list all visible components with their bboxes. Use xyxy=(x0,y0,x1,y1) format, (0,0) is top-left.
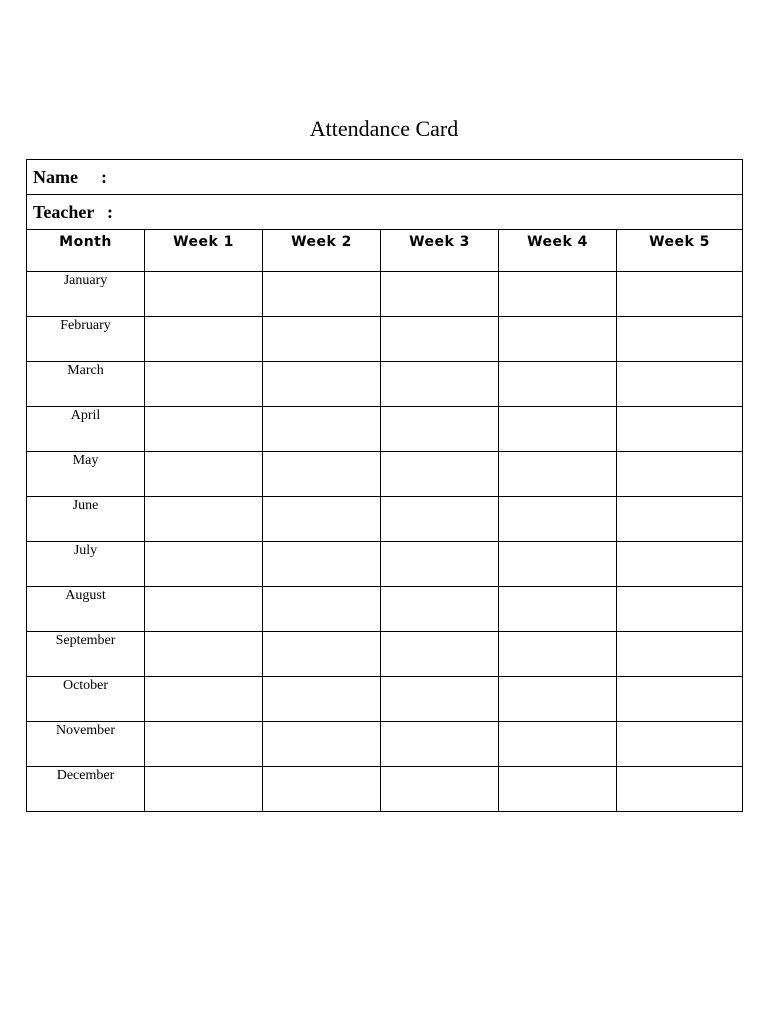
week-2-cell[interactable] xyxy=(263,317,381,362)
week-5-cell[interactable] xyxy=(617,452,743,497)
week-5-cell[interactable] xyxy=(617,407,743,452)
column-header-week-3: Week 3 xyxy=(381,230,499,272)
week-5-cell[interactable] xyxy=(617,497,743,542)
week-4-cell[interactable] xyxy=(499,722,617,767)
name-separator: : xyxy=(101,166,107,187)
month-cell: October xyxy=(27,677,145,722)
month-cell: May xyxy=(27,452,145,497)
month-rows xyxy=(27,272,743,812)
month-cell: September xyxy=(27,632,145,677)
month-cell: June xyxy=(27,497,145,542)
week-1-cell[interactable] xyxy=(145,587,263,632)
week-3-cell[interactable] xyxy=(381,272,499,317)
week-1-cell[interactable] xyxy=(145,542,263,587)
table-row xyxy=(27,632,743,677)
week-4-cell[interactable] xyxy=(499,632,617,677)
column-header-week-2: Week 2 xyxy=(263,230,381,272)
week-4-cell[interactable] xyxy=(499,587,617,632)
week-1-cell[interactable] xyxy=(145,317,263,362)
week-5-cell[interactable] xyxy=(617,677,743,722)
week-5-cell[interactable] xyxy=(617,362,743,407)
week-2-cell[interactable] xyxy=(263,722,381,767)
week-5-cell[interactable] xyxy=(617,272,743,317)
month-cell: December xyxy=(27,767,145,812)
week-1-cell[interactable] xyxy=(145,497,263,542)
name-row xyxy=(27,160,743,195)
week-2-cell[interactable] xyxy=(263,452,381,497)
week-4-cell[interactable] xyxy=(499,767,617,812)
attendance-table xyxy=(26,159,743,812)
column-header-week-4: Week 4 xyxy=(499,230,617,272)
week-3-cell[interactable] xyxy=(381,587,499,632)
column-header-month: Month xyxy=(27,230,145,272)
week-3-cell[interactable] xyxy=(381,362,499,407)
week-2-cell[interactable] xyxy=(263,407,381,452)
teacher-row xyxy=(27,195,743,230)
week-2-cell[interactable] xyxy=(263,677,381,722)
week-1-cell[interactable] xyxy=(145,362,263,407)
week-4-cell[interactable] xyxy=(499,272,617,317)
month-cell: July xyxy=(27,542,145,587)
week-4-cell[interactable] xyxy=(499,677,617,722)
week-2-cell[interactable] xyxy=(263,272,381,317)
week-3-cell[interactable] xyxy=(381,542,499,587)
month-cell: August xyxy=(27,587,145,632)
week-2-cell[interactable] xyxy=(263,542,381,587)
table-row xyxy=(27,542,743,587)
column-header-week-1: Week 1 xyxy=(145,230,263,272)
week-3-cell[interactable] xyxy=(381,722,499,767)
month-cell: April xyxy=(27,407,145,452)
week-3-cell[interactable] xyxy=(381,407,499,452)
column-header-week-5: Week 5 xyxy=(617,230,743,272)
teacher-separator: : xyxy=(107,201,113,222)
teacher-field[interactable] xyxy=(27,195,743,230)
week-5-cell[interactable] xyxy=(617,317,743,362)
header-row xyxy=(27,230,743,272)
week-1-cell[interactable] xyxy=(145,452,263,497)
month-cell: January xyxy=(27,272,145,317)
month-cell: February xyxy=(27,317,145,362)
week-5-cell[interactable] xyxy=(617,632,743,677)
table-row xyxy=(27,767,743,812)
teacher-label: Teacher xyxy=(33,201,95,222)
page-title: Attendance Card xyxy=(309,116,459,141)
name-field[interactable] xyxy=(27,160,743,195)
week-2-cell[interactable] xyxy=(263,632,381,677)
week-2-cell[interactable] xyxy=(263,362,381,407)
month-cell: March xyxy=(27,362,145,407)
week-3-cell[interactable] xyxy=(381,767,499,812)
month-cell: November xyxy=(27,722,145,767)
week-4-cell[interactable] xyxy=(499,407,617,452)
week-4-cell[interactable] xyxy=(499,542,617,587)
week-4-cell[interactable] xyxy=(499,362,617,407)
table-row xyxy=(27,317,743,362)
week-1-cell[interactable] xyxy=(145,632,263,677)
week-5-cell[interactable] xyxy=(617,722,743,767)
week-5-cell[interactable] xyxy=(617,542,743,587)
week-3-cell[interactable] xyxy=(381,452,499,497)
week-5-cell[interactable] xyxy=(617,587,743,632)
table-row xyxy=(27,587,743,632)
week-2-cell[interactable] xyxy=(263,497,381,542)
table-row xyxy=(27,452,743,497)
table-row xyxy=(27,722,743,767)
week-3-cell[interactable] xyxy=(381,677,499,722)
table-row xyxy=(27,497,743,542)
week-2-cell[interactable] xyxy=(263,587,381,632)
week-1-cell[interactable] xyxy=(145,722,263,767)
week-1-cell[interactable] xyxy=(145,407,263,452)
table-row xyxy=(27,407,743,452)
week-4-cell[interactable] xyxy=(499,497,617,542)
week-1-cell[interactable] xyxy=(145,272,263,317)
week-4-cell[interactable] xyxy=(499,317,617,362)
week-4-cell[interactable] xyxy=(499,452,617,497)
week-3-cell[interactable] xyxy=(381,497,499,542)
week-1-cell[interactable] xyxy=(145,767,263,812)
table-row xyxy=(27,677,743,722)
table-row xyxy=(27,272,743,317)
week-2-cell[interactable] xyxy=(263,767,381,812)
week-3-cell[interactable] xyxy=(381,317,499,362)
week-5-cell[interactable] xyxy=(617,767,743,812)
name-label: Name xyxy=(33,166,78,187)
week-1-cell[interactable] xyxy=(145,677,263,722)
table-row xyxy=(27,362,743,407)
week-3-cell[interactable] xyxy=(381,632,499,677)
